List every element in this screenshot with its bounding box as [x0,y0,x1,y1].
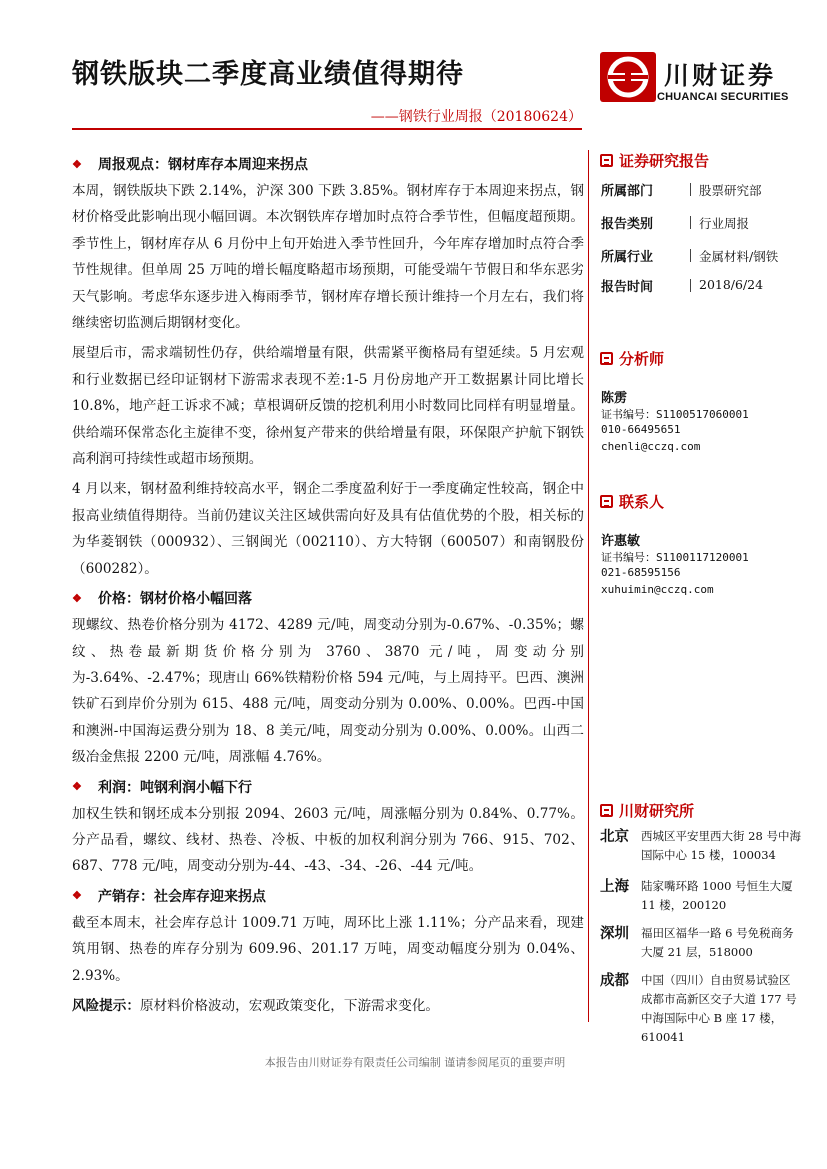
analyst-email[interactable]: chenli@cczq.com [601,440,701,453]
contact-name: 许惠敏 [601,534,641,549]
diamond-bullet-icon: ❖ [72,157,82,171]
office-city: 上海 [600,878,629,895]
analyst-icon [600,352,613,365]
section-heading [72,152,584,176]
info-value: 2018/6/24 [699,277,764,292]
section-heading-text: 产销存：社会库存迎来拐点 [98,888,266,905]
brand-name-cn: 川财证券 [664,61,777,90]
office-address: 中国（四川）自由贸易试验区成都市高新区交子大道 177 号中海国际中心 B 座 17 楼，610041 [641,973,797,1044]
chuancai-logo-icon [600,52,656,102]
contact-phone: 021-68595156 [601,566,681,579]
paragraph: 截至本周末，社会库存总计 1009.71 万吨，周环比上涨 1.11%；分产品来看，现建筑用钢、热卷的库存分别为 609.96、201.17 万吨，周变动幅度分别为 0.04%、2.93%。 [72,914,584,984]
diamond-bullet-icon: ❖ [72,889,82,903]
office-address: 西城区平安里西大街 28 号中海国际中心 15 楼，100034 [641,829,801,862]
info-value: 股票研究部 [699,183,762,198]
sidebar-heading-report: 证券研究报告 [600,150,709,171]
sidebar-heading-contact: 联系人 [600,491,664,512]
paragraph: 加权生铁和钢坯成本分别报 2094、2603 元/吨，周涨幅分别为 0.84%、0.77%。分产品看，螺纹、线材、热卷、冷板、中板的加权利润分别为 766、915、702、687、778 元/吨，周变动分别为-44、-43、-34、-26、-44 元/吨。 [72,805,584,875]
office-city: 深圳 [600,925,629,942]
info-separator [690,249,691,262]
info-separator [690,279,691,292]
sidebar-heading-analyst: 分析师 [600,348,664,369]
analyst-cert: 证书编号：S1100517060001 [601,408,749,421]
report-icon [600,154,613,167]
info-separator [690,216,691,229]
paragraph: 现螺纹、热卷价格分别为 4172、4289 元/吨，周变动分别为-0.67%、-0.35%；螺纹、热卷最新期货价格分别为 3760、3870 元/吨，周变动分别为-3.64%、-2.47%；现唐山 66%铁精粉价格 594 元/吨，与上周持平。巴西、澳洲铁矿石到岸价分别为 615、488 元/吨，周变动分别为 0.00%、0.00%。巴西-中国和澳洲-中国海运费分别为 18、8 美元/吨，周变动分别为 0.00%、0.00%。山西二级冶金焦报 2200 元/吨，周涨幅 4.76%。 [72,617,584,766]
paragraph: 展望后市，需求端韧性仍存，供给端增量有限，供需紧平衡格局有望延续。5 月宏观和行业数据已经印证钢材下游需求表现不差:1-5 月份房地产开工数据累计同比增长 10.8%，地产赶工诉求不减；草根调研反馈的挖机利用小时数同比同样有明显增量。供给端环保常态化主旋律不变，徐州复产带来的供给增量有限，环保限产护航下钢铁高利润可持续性或超市场预期。 [72,345,584,468]
info-key: 所属部门 [601,184,654,199]
institute-icon [600,804,613,817]
page-title: 钢铁版块二季度高业绩值得期待 [72,59,464,90]
contact-email[interactable]: xuhuimin@cczq.com [601,583,714,596]
section-heading [72,884,584,908]
analyst-name: 陈雳 [601,391,628,406]
office-city: 成都 [600,972,629,989]
paragraph: 本周，钢铁版块下跌 2.14%，沪深 300 下跌 3.85%。钢材库存于本周迎来拐点，钢材价格受此影响出现小幅回调。本次钢铁库存增加时点符合季节性，但幅度超预期。季节性上，钢材库存从 6 月份中上旬开始进入季节性回升，今年库存增加时点符合季节性规律。但单周 25 万吨的增长幅度略超市场预期，可能受端午节假日和华东恶劣天气影响。考虑华东逐步进入梅雨季节，钢材库存增长预计维持一个月左右，我们将继续密切监测后期钢材变化。 [72,183,584,332]
sidebar-heading-institute: 川财研究所 [600,800,694,821]
info-key: 所属行业 [601,250,654,265]
section-heading-text: 周报观点：钢材库存本周迎来拐点 [98,157,308,173]
info-key: 报告类别 [601,217,654,232]
brand-name-en: CHUANCAI SECURITIES [657,91,789,103]
risk-text: 原材料价格波动，宏观政策变化，下游需求变化。 [139,997,440,1014]
info-value: 行业周报 [699,216,750,231]
section-heading [72,586,584,610]
diamond-bullet-icon: ❖ [72,591,82,605]
info-key: 报告时间 [601,280,654,295]
analyst-phone: 010-66495651 [601,423,681,436]
section-heading [72,775,584,799]
office-address: 福田区福华一路 6 号免税商务大厦 21 层，518000 [641,926,794,959]
page-footer: 本报告由川财证券有限责任公司编制 谨请参阅尾页的重要声明 [264,1056,566,1069]
contact-cert: 证书编号：S1100117120001 [601,551,749,564]
risk-note [72,993,584,1019]
section-heading-text: 利润：吨钢利润小幅下行 [98,779,252,796]
column-divider [588,150,589,1022]
risk-label: 风险提示： [72,997,140,1014]
office-address: 陆家嘴环路 1000 号恒生大厦 11 楼，200120 [641,879,793,912]
section-heading-text: 价格：钢材价格小幅回落 [98,591,252,608]
paragraph: 4 月以来，钢材盈利维持较高水平，钢企二季度盈利好于一季度确定性较高，钢企中报高业绩值得期待。当前仍建议关注区域供需向好及具有估值优势的个股，相关标的为华菱钢铁（000932）、三钢闽光（002110）、方大特钢（600507）和南钢股份（600282）。 [72,481,584,577]
header-divider [72,128,582,130]
diamond-bullet-icon: ❖ [72,780,82,794]
main-content [72,148,584,1023]
info-value: 金属材料/钢铁 [699,249,779,264]
info-separator [690,183,691,196]
office-city: 北京 [600,828,629,845]
page-subtitle: ——钢铁行业周报（20180624） [370,109,582,125]
contact-icon [600,495,613,508]
